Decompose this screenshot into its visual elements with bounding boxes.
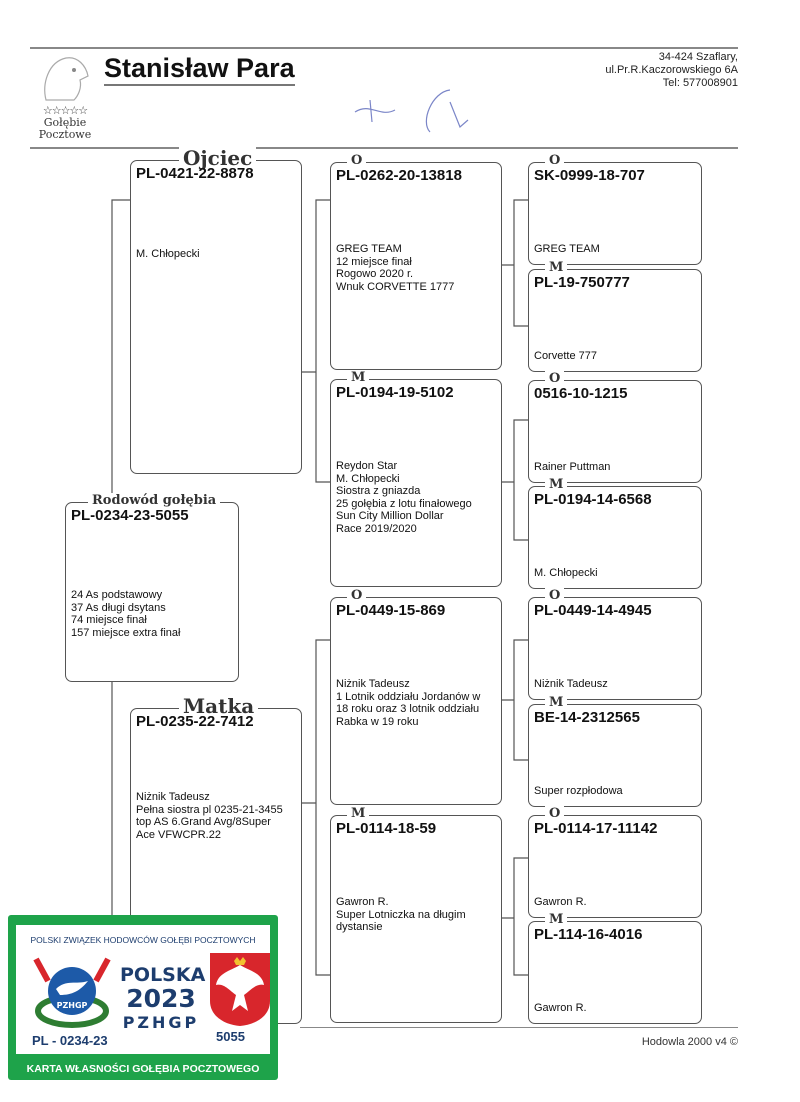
card-label: M [545, 912, 567, 928]
logo-text-2: Pocztowe [38, 128, 92, 141]
card-country: POLSKA [120, 964, 206, 986]
note-line: Niżnik Tadeusz [534, 678, 608, 690]
ring-number: PL-0114-18-59 [336, 820, 437, 837]
card-title [120, 964, 206, 1033]
pedigree-notes [534, 785, 697, 798]
note-line: Rogowo 2020 r. [336, 268, 414, 280]
great-grandparent-card [528, 806, 702, 918]
pedigree-notes [336, 460, 497, 535]
pedigree-notes [534, 243, 697, 256]
note-line: Gawron R. [534, 1002, 587, 1014]
ring-number: PL-0234-23-5055 [71, 507, 189, 524]
ring-number: PL-0235-22-7412 [136, 713, 254, 730]
pedigree-notes [534, 896, 697, 909]
ring-number: PL-0194-14-6568 [534, 491, 652, 508]
note-line: 12 miejsce finał [336, 255, 412, 268]
card-label: O [545, 806, 564, 822]
pedigree-notes [136, 791, 297, 841]
note-line: M. Chłopecki [336, 472, 400, 485]
card-label: O [545, 588, 564, 604]
logo-stars: ☆☆☆☆☆ [42, 104, 88, 117]
note-line: Gawron R. [336, 896, 389, 908]
card-label: M [347, 370, 369, 386]
ring-number: PL-114-16-4016 [534, 926, 643, 943]
great-grandparent-card [528, 912, 702, 1024]
note-line: Gawron R. [534, 896, 587, 908]
grandparent-card [330, 806, 502, 1023]
address-line: 34-424 Szaflary, [658, 51, 738, 63]
note-line: Super Lotniczka na długim [336, 908, 466, 921]
pedigree-notes [534, 350, 697, 363]
note-line: M. Chłopecki [136, 248, 200, 260]
note-line: top AS 6.Grand Avg/8Super [136, 816, 271, 828]
great-grandparent-card [528, 588, 702, 700]
note-line: GREG TEAM [336, 243, 402, 255]
card-label: M [545, 260, 567, 276]
subject-card [65, 493, 239, 682]
polish-eagle-icon [208, 951, 272, 1027]
pedigree-notes [71, 589, 234, 639]
great-grandparent-card [528, 371, 702, 483]
note-line: dystansie [336, 921, 383, 933]
note-line: Sun City Million Dollar [336, 510, 444, 522]
card-year: 2023 [126, 984, 196, 1013]
card-label: Rodowód gołębia [88, 493, 220, 509]
great-grandparent-card [528, 695, 702, 807]
note-line: Siostra z gniazda [336, 485, 421, 497]
grandparent-card [330, 153, 502, 370]
note-line: Race 2019/2020 [336, 522, 417, 535]
note-line: Pełna siostra pl 0235-21-3455 [136, 803, 283, 816]
note-line: Niżnik Tadeusz [136, 791, 210, 803]
ring-number: 0516-10-1215 [534, 385, 628, 402]
note-line: Rabka w 19 roku [336, 715, 419, 728]
great-grandparent-card [528, 477, 702, 589]
great-grandparent-card [528, 260, 702, 372]
card-label: O [347, 588, 366, 604]
card-label: O [347, 153, 366, 169]
pedigree-notes [534, 678, 697, 691]
note-line: Niżnik Tadeusz [336, 678, 410, 690]
note-line: 157 miejsce extra finał [71, 626, 181, 639]
address-line: ul.Pr.R.Kaczorowskiego 6A [605, 64, 738, 76]
svg-text:PZHGP: PZHGP [56, 1001, 88, 1010]
pedigree-notes [336, 678, 497, 728]
note-line: 1 Lotnik oddziału Jordanów w [336, 690, 481, 703]
ring-number: PL-0114-17-11142 [534, 820, 658, 837]
card-label: M [545, 695, 567, 711]
footer-divider [300, 1027, 738, 1028]
ring-number: PL-0449-14-4945 [534, 602, 652, 619]
software-credit: Hodowla 2000 v4 © [641, 1036, 738, 1048]
pedigree-notes [534, 567, 697, 580]
card-caption: KARTA WŁASNOŚCI GOŁĘBIA POCZTOWEGO [26, 1063, 260, 1075]
note-line: Rainer Puttman [534, 461, 611, 473]
note-line: Super rozpłodowa [534, 785, 623, 797]
card-abbr: PZHGP [122, 1013, 200, 1032]
card-ring-suffix: 5055 [216, 1029, 245, 1044]
card-label: Matka [179, 695, 258, 717]
card-label: M [347, 806, 369, 822]
pedigree-notes [336, 243, 497, 293]
card-label: M [545, 477, 567, 493]
note-line: 37 As długi dsytans [71, 601, 166, 614]
ring-number: PL-0194-19-5102 [336, 384, 454, 401]
ownership-card [8, 915, 278, 1080]
pedigree-notes [336, 896, 497, 934]
pedigree-notes [534, 461, 697, 474]
card-label: Ojciec [179, 147, 256, 169]
note-line: Ace VFWCPR.22 [136, 828, 221, 841]
phone: Tel: 577008901 [662, 77, 738, 89]
note-line: Wnuk CORVETTE 1777 [336, 280, 455, 293]
note-line: Reydon Star [336, 460, 398, 472]
note-line: 25 gołębia z lotu finałowego [336, 497, 472, 510]
ring-number: PL-0449-15-869 [336, 602, 446, 619]
ring-number: SK-0999-18-707 [534, 167, 645, 184]
pedigree-notes [534, 1002, 697, 1015]
card-org: POLSKI ZWIĄZEK HODOWCÓW GOŁĘBI POCZTOWYCH [30, 935, 256, 945]
father-card [130, 146, 302, 474]
ring-number: BE-14-2312565 [534, 709, 640, 726]
logo-text-1: Gołębie [43, 116, 87, 129]
note-line: 18 roku oraz 3 lotnik oddziału [336, 703, 480, 715]
card-label: O [545, 371, 564, 387]
ring-number: PL-0421-22-8878 [136, 165, 254, 182]
grandparent-card [330, 370, 502, 587]
ring-number: PL-19-750777 [534, 274, 630, 291]
great-grandparent-card [528, 153, 702, 265]
card-ring-prefix: PL - 0234-23 [32, 1033, 108, 1048]
note-line: 24 As podstawowy [71, 589, 163, 601]
pedigree-notes [136, 248, 297, 261]
card-label: O [545, 153, 564, 169]
pzhgp-emblem-icon [28, 951, 116, 1031]
grandparent-card [330, 588, 502, 805]
note-line: M. Chłopecki [534, 567, 598, 579]
breeder-name: Stanisław Para [104, 52, 295, 86]
note-line: GREG TEAM [534, 243, 600, 255]
note-line: Corvette 777 [534, 350, 597, 362]
ring-number: PL-0262-20-13818 [336, 167, 462, 184]
note-line: 74 miejsce finał [71, 614, 147, 626]
